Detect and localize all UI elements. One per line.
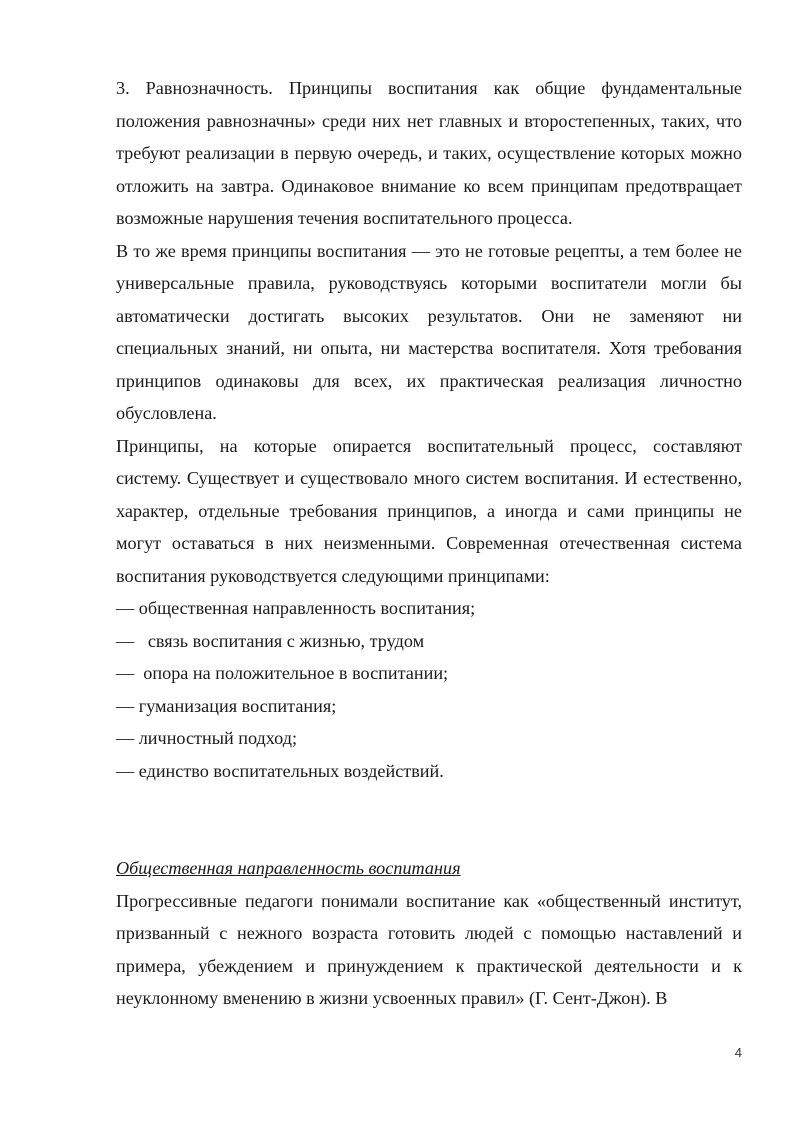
paragraph-principles-not-recipes: В то же время принципы воспитания — это не готовые рецепты, а тем более не универсальные правила, руководствуясь которыми воспитатели могли бы автоматически достигать высоких результатов. Они не заменяют ни специальных знаний, ни опыта, ни мастерства воспитателя. Хотя требования принципов одинаковы для всех, их практическая реализация личностно обусловлена. — [116, 240, 742, 423]
section-paragraph: Прогрессивные педагоги понимали воспитание как «общественный институт, призванный с нежного возраста готовить людей с помощью наставлений и примера, убеждением и принуждением к практической деятельности и к неуклонному вменению в жизни усвоенных правил» (Г. Сент-Джон). В — [116, 890, 742, 1008]
list-item: — опора на положительное в воспитании; — [116, 663, 449, 683]
list-item: — личностный подход; — [116, 728, 298, 748]
paragraph-principles-system: Принципы, на которые опирается воспитательный процесс, составляют систему. Существует и существовало много систем воспитания. И естественно, характер, отдельные требования принципов, а иногда и сами принципы не могут оставаться в них неизменными. Современная отечественная система воспитания руководствуется следующими принципами: — [116, 435, 742, 586]
section-spacer — [116, 787, 742, 852]
document-page — [116, 72, 742, 1015]
list-item: — единство воспитательных воздействий. — [116, 760, 444, 781]
list-item: — связь воспитания с жизнью, трудом — [116, 630, 425, 651]
section-heading: Общественная направленность воспитания — [116, 858, 461, 878]
page-number: 4 — [734, 1045, 742, 1060]
list-item: — гуманизация воспитания; — [116, 695, 337, 716]
paragraph-equivalence: 3. Равнозначность. Принципы воспитания как общие фундаментальные положения равнозначны» среди них нет главных и второстепенных, таких, что требуют реализации в первую очередь, и таких, осуществление которых можно отложить на завтра. Одинаковое внимание ко всем принципам предотвращает возможные нарушения течения воспитательного процесса. — [116, 78, 742, 228]
principles-list — [116, 592, 742, 787]
list-item: — общественная направленность воспитания; — [116, 598, 476, 618]
